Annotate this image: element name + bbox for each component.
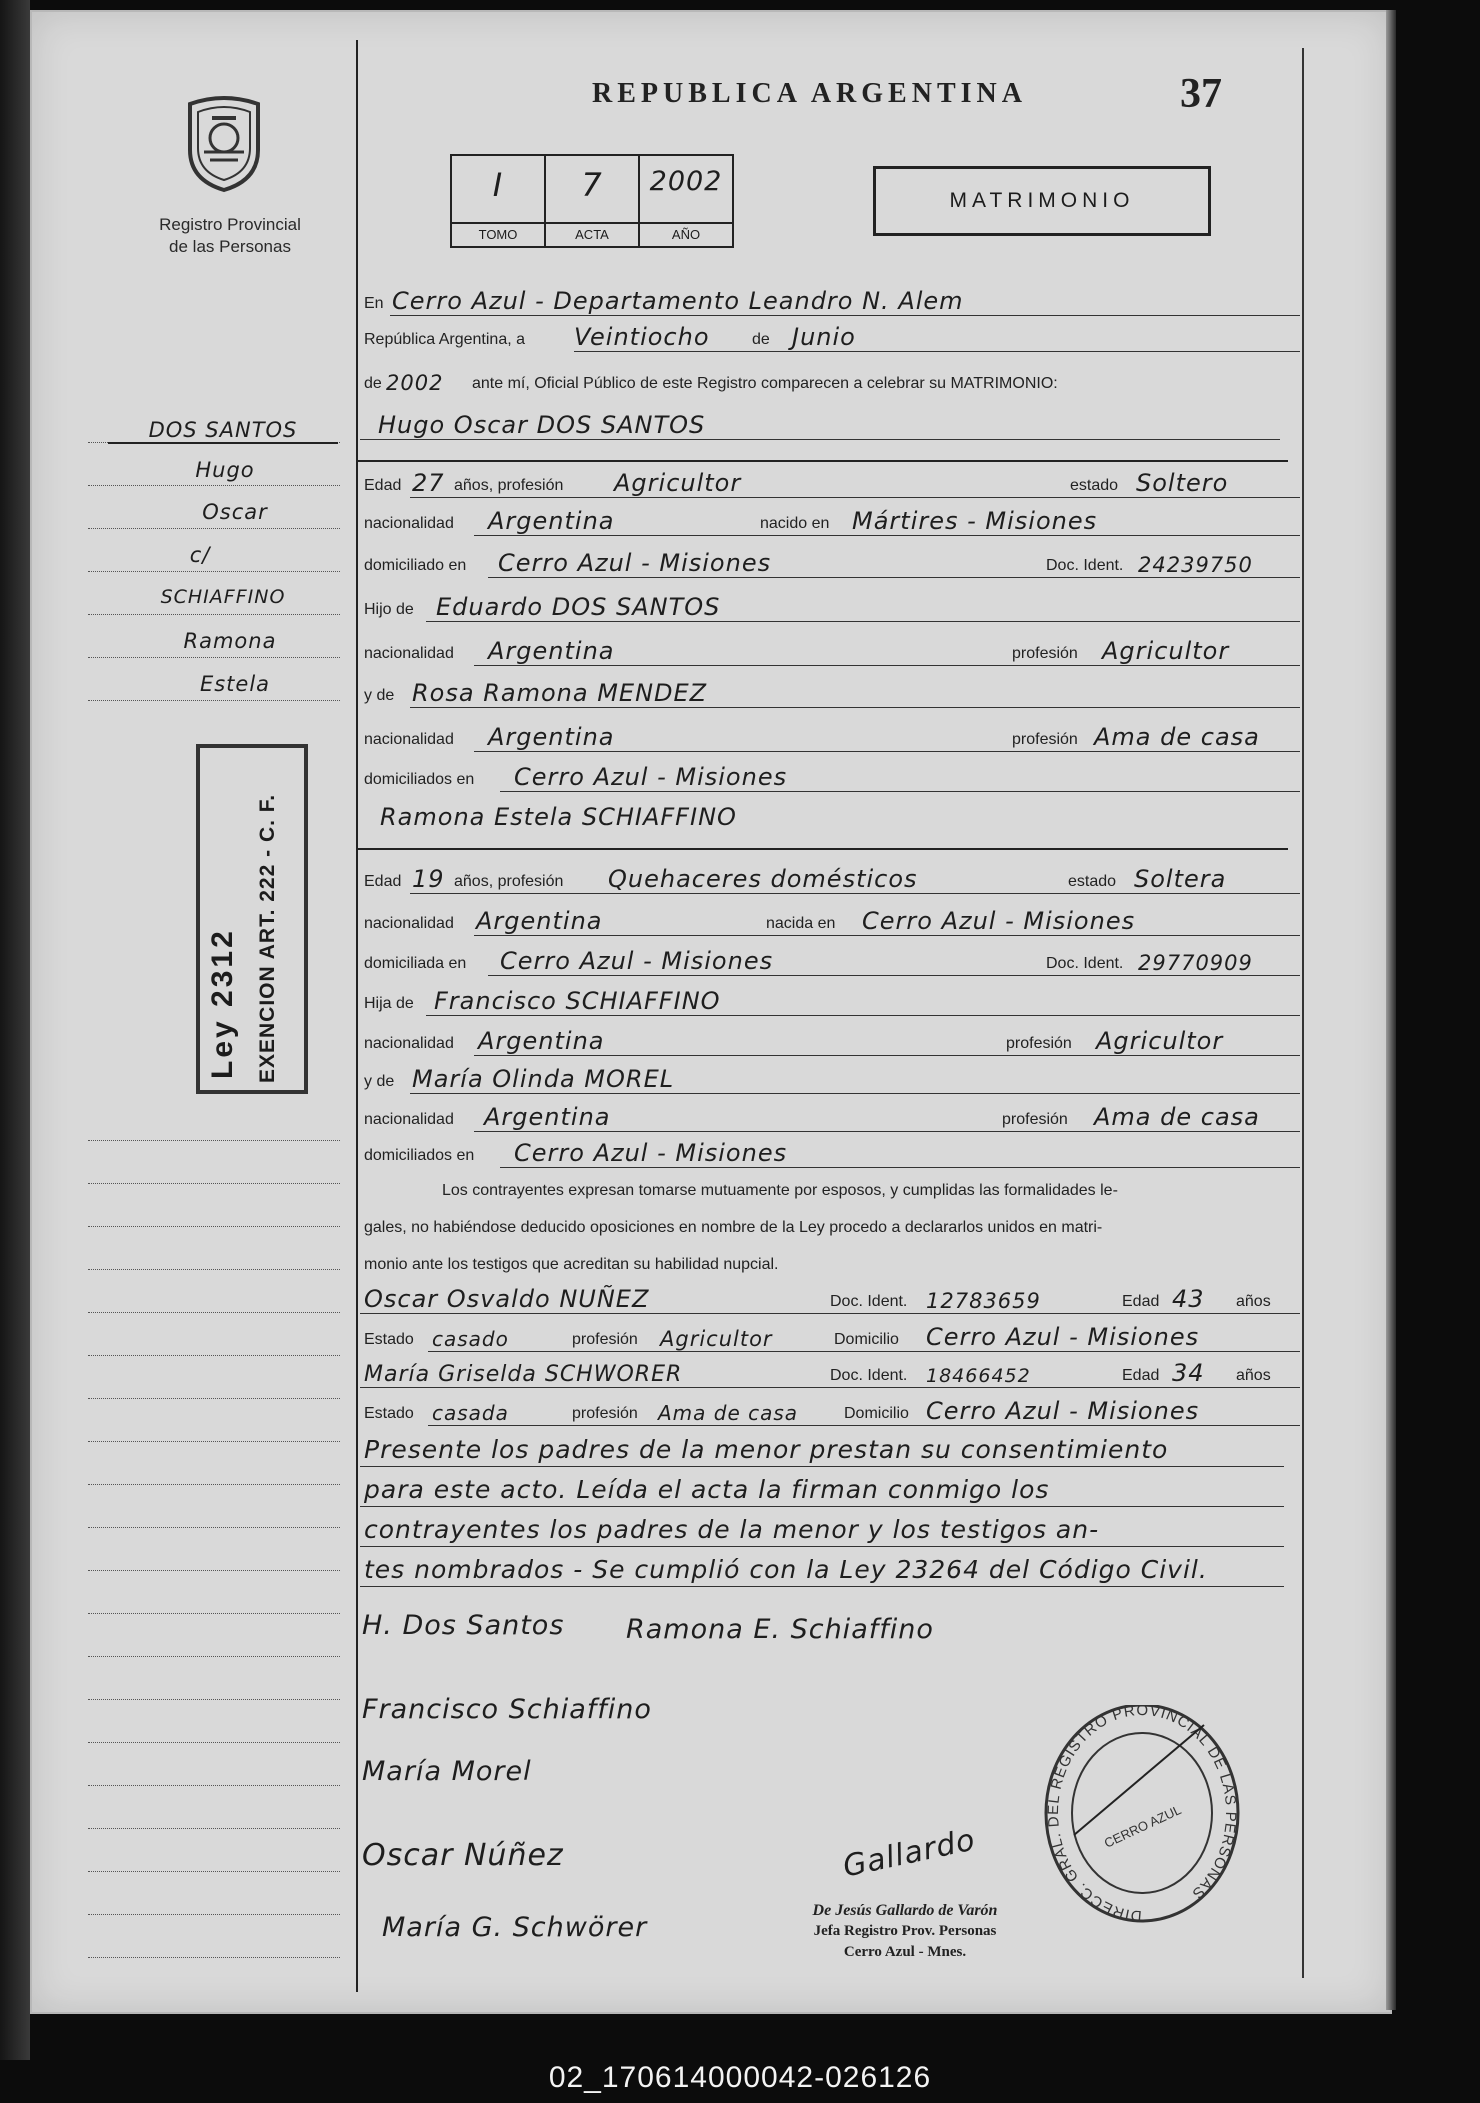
margin-rule [88,700,340,701]
margin-bride-surname: SCHIAFFINO [160,586,286,608]
groom-profession: Agricultor [614,469,742,497]
witness1-profession: Agricultor [660,1327,773,1351]
section-divider [358,848,1288,850]
groom-estado-label: estado [1070,477,1119,494]
groom-father-prof-label: profesión [1012,645,1078,662]
groom-anos-label: años, profesión [454,477,564,494]
margin-rule [88,1742,340,1743]
groom-nac-label: nacionalidad [364,515,454,532]
margin-rule [88,485,340,486]
bride-anos-label: años, profesión [454,873,564,890]
groom-edad-label: Edad [364,477,402,494]
signature-groom: H. Dos Santos [362,1610,565,1641]
bride-parents-dom-label: domiciliados en [364,1147,475,1164]
registry-line-1: Registro Provincial [159,215,301,234]
legal-paragraph [364,1172,1290,1283]
groom-father: Eduardo DOS SANTOS [436,593,721,621]
observation-line [360,1550,1284,1587]
bride-doc: 29770909 [1138,951,1253,975]
acta-value: 7 [581,166,603,204]
acta-label: ACTA [546,222,638,246]
bride-nacida-label: nacida en [766,915,836,932]
margin-rule [88,1140,340,1141]
bride-father-nationality: Argentina [478,1027,605,1055]
observation-text: para este acto. Leída el acta la firman conmigo los [364,1475,1050,1504]
seal-ring-text: DIRECC. GRAL. DEL REGISTRO PROVINCIAL DE LAS PERSONAS [1044,1705,1240,1925]
bride-estado: Soltera [1134,865,1227,893]
bride-mother-prof-label: profesión [1002,1111,1068,1128]
officer-title: Jefa Registro Prov. Personas [813,1923,997,1939]
margin-rule [88,614,340,615]
witness2-age: 34 [1172,1359,1205,1387]
signature-witness1: Oscar Núñez [362,1838,564,1873]
observation-text: contrayentes los padres de la menor y los testigos an- [364,1515,1100,1544]
groom-yde-label: y de [364,687,395,704]
ano-cell [640,156,732,246]
bride-mother-profession: Ama de casa [1094,1103,1260,1131]
svg-text:DIRECC. GRAL. DEL REGISTRO PRO [1045,1705,1239,1924]
legal-line-2: gales, no habiéndose deducido oposiciones en nombre de la Ley procedo a declararlos unidos en matri- [364,1219,1103,1236]
margin-rule [88,1183,340,1184]
stamp-law: Ley 2312 [206,928,239,1079]
witness1-doc: 12783659 [926,1289,1041,1313]
bride-mother-row [360,1064,1300,1094]
witness1-anos-label: años [1236,1293,1271,1310]
observation-line [360,1470,1284,1507]
groom-doc: 24239750 [1138,553,1253,577]
ano-value: 2002 [649,166,723,197]
page-edge [1386,10,1396,2010]
groom-mother-prof-label: profesión [1012,731,1078,748]
marriage-month: Junio [792,323,856,351]
bride-hija-label: Hija de [364,995,414,1012]
margin-rule [88,1527,340,1528]
groom-nationality-row [360,506,1300,536]
groom-name-row [360,410,1300,440]
observation-text: Presente los padres de la menor prestan su consentimiento [364,1435,1169,1464]
bride-doc-label: Doc. Ident. [1046,955,1124,972]
groom-father-row [360,592,1300,622]
margin-groom-name-1: Hugo [195,458,255,482]
groom-nacido-label: nacido en [760,515,830,532]
right-margin-line [1302,48,1304,1978]
bride-age: 19 [412,865,445,893]
legal-line-1: Los contrayentes expresan tomarse mutuamente por esposos, y cumplidas las formalidades le- [442,1182,1118,1199]
margin-rule [88,1871,340,1872]
bride-birthplace: Cerro Azul - Misiones [862,907,1136,935]
witness2-name: María Griselda SCHWORER [364,1362,683,1387]
groom-father-nat-row [360,636,1300,666]
record-number-box [450,154,734,248]
groom-father-profession: Agricultor [1102,637,1230,665]
bride-mother-nationality: Argentina [484,1103,611,1131]
signature-bride-mother: María Morel [362,1756,532,1787]
witness1-estado: casado [432,1327,509,1351]
marriage-day: Veintiocho [574,323,710,351]
bride-mother-nac-label: nacionalidad [364,1111,454,1128]
margin-rule [88,1570,340,1571]
witness1-name: Oscar Osvaldo NUÑEZ [364,1285,650,1313]
witness2-doc-label: Doc. Ident. [830,1367,908,1384]
margin-rule [88,1957,340,1958]
bride-father-profession: Agricultor [1096,1027,1224,1055]
margin-rule [88,1355,340,1356]
groom-mother-row [360,678,1300,708]
margin-bride-name-2: Estela [199,672,271,696]
registry-name [130,214,330,258]
groom-nationality: Argentina [488,507,615,535]
bride-father-nat-row [360,1026,1300,1056]
bride-parents-domicile: Cerro Azul - Misiones [514,1139,788,1167]
bride-age-row [360,864,1300,894]
margin-rule [88,1613,340,1614]
bride-profession: Quehaceres domésticos [608,865,918,893]
marriage-year: 2002 [386,371,444,395]
image-caption: 02_170614000042-026126 [548,2061,932,2094]
groom-mother-nationality: Argentina [488,723,615,751]
registry-seal-icon [1044,1705,1240,1945]
witness1-details-row [360,1322,1300,1352]
intro-year-row [360,366,1300,396]
acta-cell [546,156,640,246]
bride-father-prof-label: profesión [1006,1035,1072,1052]
groom-age: 27 [412,469,445,497]
ano-label: AÑO [640,222,732,246]
exemption-stamp [196,744,308,1094]
signature-officer: Gallardo [839,1822,979,1885]
signature-bride: Ramona E. Schiaffino [626,1614,934,1645]
bride-dom-label: domiciliada en [364,955,467,972]
margin-rule [88,1269,340,1270]
witness2-row [360,1358,1300,1388]
witness2-profession: Ama de casa [658,1401,799,1425]
witness1-dom-label: Domicilio [834,1331,899,1348]
groom-mother-nac-label: nacionalidad [364,731,454,748]
groom-mother: Rosa Ramona MENDEZ [412,679,708,707]
margin-rule [88,571,340,572]
registry-coat-of-arms-icon [182,90,266,194]
margin-rule [88,1785,340,1786]
witness2-domicile: Cerro Azul - Misiones [926,1397,1200,1425]
margin-connector: c/ [189,543,211,567]
book-spine-shadow [0,0,30,2060]
tomo-value: I [492,166,504,204]
margin-rule [88,528,340,529]
registry-line-2: de las Personas [169,237,291,256]
bride-father-nac-label: nacionalidad [364,1035,454,1052]
groom-father-nationality: Argentina [488,637,615,665]
officer-stamp [760,1900,1050,1963]
witness1-doc-label: Doc. Ident. [830,1293,908,1310]
bride-father-row [360,986,1300,1016]
groom-estado: Soltero [1136,469,1229,497]
bride-full-name: Ramona Estela SCHIAFFINO [380,803,737,831]
tomo-cell [452,156,546,246]
groom-mother-nat-row [360,722,1300,752]
bride-parents-dom-row [360,1138,1300,1168]
document-header: REPUBLICA ARGENTINA [592,78,1027,109]
witness1-edad-label: Edad [1122,1293,1160,1310]
groom-mother-profession: Ama de casa [1094,723,1260,751]
record-type-box: MATRIMONIO [873,166,1211,236]
signature-witness2: María G. Schwörer [382,1912,648,1943]
observation-line [360,1430,1284,1467]
officer-location: Cerro Azul - Mnes. [843,1944,967,1960]
margin-groom-surname: DOS SANTOS [108,418,338,444]
witness1-age: 43 [1172,1285,1205,1313]
intro-date-row [360,322,1300,352]
de-label: de [752,331,770,348]
observation-line [360,1510,1284,1547]
witness2-edad-label: Edad [1122,1367,1160,1384]
margin-rule [88,1226,340,1227]
year-prefix: de [364,375,382,392]
bride-mother-nat-row [360,1102,1300,1132]
margin-rule [88,1656,340,1657]
witness1-row [360,1284,1300,1314]
en-label: En [364,295,384,312]
groom-parents-dom-label: domiciliados en [364,771,475,788]
groom-domicile: Cerro Azul - Misiones [498,549,772,577]
witness2-doc: 18466452 [926,1365,1031,1387]
bride-mother: María Olinda MOREL [412,1065,675,1093]
witness2-estado-label: Estado [364,1405,414,1422]
bride-domicile: Cerro Azul - Misiones [500,947,774,975]
margin-groom-name-2: Oscar [202,500,268,524]
officer-name: De Jesús Gallardo de Varón [812,1902,998,1919]
witness1-domicile: Cerro Azul - Misiones [926,1323,1200,1351]
groom-age-row [360,468,1300,498]
marriage-place: Cerro Azul - Departamento Leandro N. Alem [392,287,964,315]
bride-name-row [360,802,1300,832]
margin-rule [88,1828,340,1829]
witness2-anos-label: años [1236,1367,1271,1384]
witness1-prof-label: profesión [572,1331,638,1348]
bride-nationality-row [360,906,1300,936]
groom-parents-dom-row [360,762,1300,792]
bride-nationality: Argentina [476,907,603,935]
intro-text: ante mí, Oficial Público de este Registro comparecen a celebrar su MATRIMONIO: [472,375,1058,392]
bride-edad-label: Edad [364,873,402,890]
groom-father-nac-label: nacionalidad [364,645,454,662]
margin-rule [88,1484,340,1485]
stamp-exemption: EXENCION ART. 222 - C. F. [256,793,279,1083]
tomo-label: TOMO [452,222,544,246]
section-divider [358,460,1288,462]
margin-rule [88,657,340,658]
bride-domicile-row [360,946,1300,976]
groom-doc-label: Doc. Ident. [1046,557,1124,574]
witness2-prof-label: profesión [572,1405,638,1422]
witness2-dom-label: Domicilio [844,1405,909,1422]
margin-bride-name-1: Ramona [183,629,277,653]
bride-father: Francisco SCHIAFFINO [434,987,721,1015]
groom-dom-label: domiciliado en [364,557,467,574]
margin-rule [88,1398,340,1399]
margin-rule [88,1312,340,1313]
groom-birthplace: Mártires - Misiones [852,507,1098,535]
groom-hijo-label: Hijo de [364,601,414,618]
margin-rule [88,1699,340,1700]
seal-center-text: CERRO AZUL [1101,1802,1184,1851]
witness1-estado-label: Estado [364,1331,414,1348]
intro-place-row [360,286,1300,316]
margin-rule [88,1441,340,1442]
bride-nac-label: nacionalidad [364,915,454,932]
witness2-details-row [360,1396,1300,1426]
bride-estado-label: estado [1068,873,1117,890]
legal-line-3: monio ante los testigos que acreditan su habilidad nupcial. [364,1256,779,1273]
groom-parents-domicile: Cerro Azul - Misiones [514,763,788,791]
page-number: 37 [1180,71,1222,117]
column-divider [356,40,358,1992]
groom-domicile-row [360,548,1300,578]
bride-yde-label: y de [364,1073,395,1090]
groom-full-name: Hugo Oscar DOS SANTOS [378,411,706,439]
witness2-estado: casada [432,1401,509,1425]
observation-text: tes nombrados - Se cumplió con la Ley 23264 del Código Civil. [364,1555,1208,1584]
signature-bride-father: Francisco Schiaffino [362,1694,652,1725]
margin-rule [88,1914,340,1915]
republic-label: República Argentina, a [364,331,525,348]
